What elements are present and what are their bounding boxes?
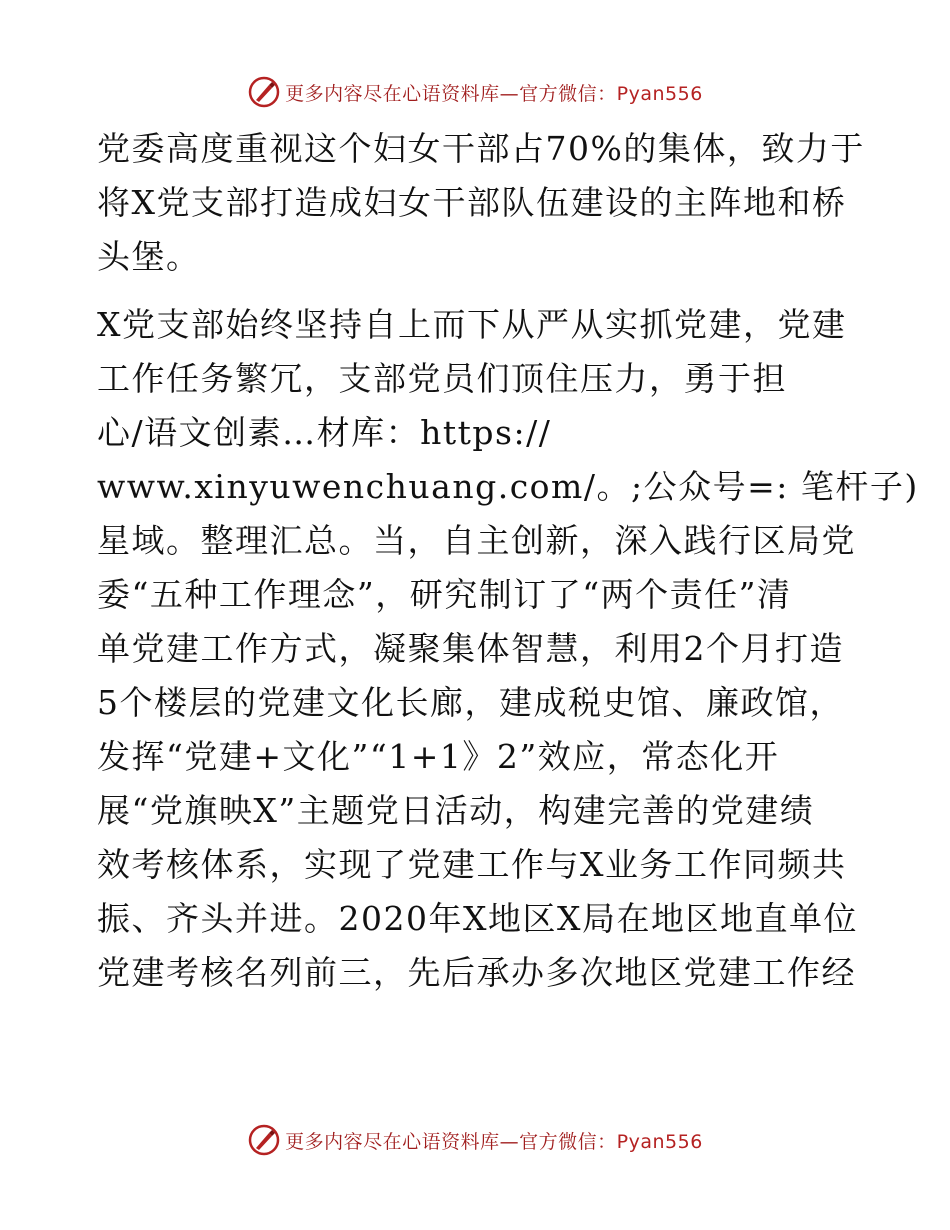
text-line: 单党建工作方式，凝聚集体智慧，利用2个月打造 <box>97 629 844 668</box>
text-line: 效考核体系，实现了党建工作与X业务工作同频共 <box>97 845 847 884</box>
text-line: 工作任务繁冗，支部党员们顶住压力，勇于担 <box>97 359 787 398</box>
pen-logo-icon <box>247 1123 281 1157</box>
text-line: 将X党支部打造成妇女干部队伍建设的主阵地和桥 <box>97 183 847 222</box>
text-line: 星域。整理汇总。当，自主创新，深入践行区局党 <box>97 521 856 560</box>
text-line: 心/语文创素…材库：https:// <box>97 413 552 452</box>
text-line: 头堡。 <box>97 237 201 276</box>
text-line: 展“党旗映X”主题党日活动，构建完善的党建绩 <box>97 791 815 830</box>
text-line: www.xinyuwenchuang.com/。;公众号=: 笔杆子) <box>97 467 919 506</box>
text-line: 发挥“党建+文化”“1+1》2”效应，常态化开 <box>97 737 780 776</box>
text-line: 党建考核名列前三，先后承办多次地区党建工作经 <box>97 953 856 992</box>
text-line: 振、齐头并进。2020年X地区X局在地区地直单位 <box>97 899 858 938</box>
paragraph-1 <box>97 122 865 284</box>
footer-banner-text: 更多内容尽在心语资料库—官方微信：Pyan556 <box>285 1130 703 1153</box>
document-body <box>97 122 919 1000</box>
footer-banner <box>0 1120 950 1160</box>
text-line: 委“五种工作理念”，研究制订了“两个责任”清 <box>97 575 792 614</box>
header-wechat-id: Pyan556 <box>616 82 703 105</box>
pen-logo-icon <box>247 75 281 109</box>
text-line: 5个楼层的党建文化长廊，建成税史馆、廉政馆， <box>97 683 844 722</box>
header-banner-text: 更多内容尽在心语资料库—官方微信：Pyan556 <box>285 82 703 105</box>
text-line: 党委高度重视这个妇女干部占70%的集体，致力于 <box>97 129 865 168</box>
text-line: X党支部始终坚持自上而下从严从实抓党建，党建 <box>97 305 847 344</box>
footer-wechat-id: Pyan556 <box>616 1130 703 1153</box>
header-banner <box>0 72 950 112</box>
paragraph-2 <box>97 298 919 1000</box>
